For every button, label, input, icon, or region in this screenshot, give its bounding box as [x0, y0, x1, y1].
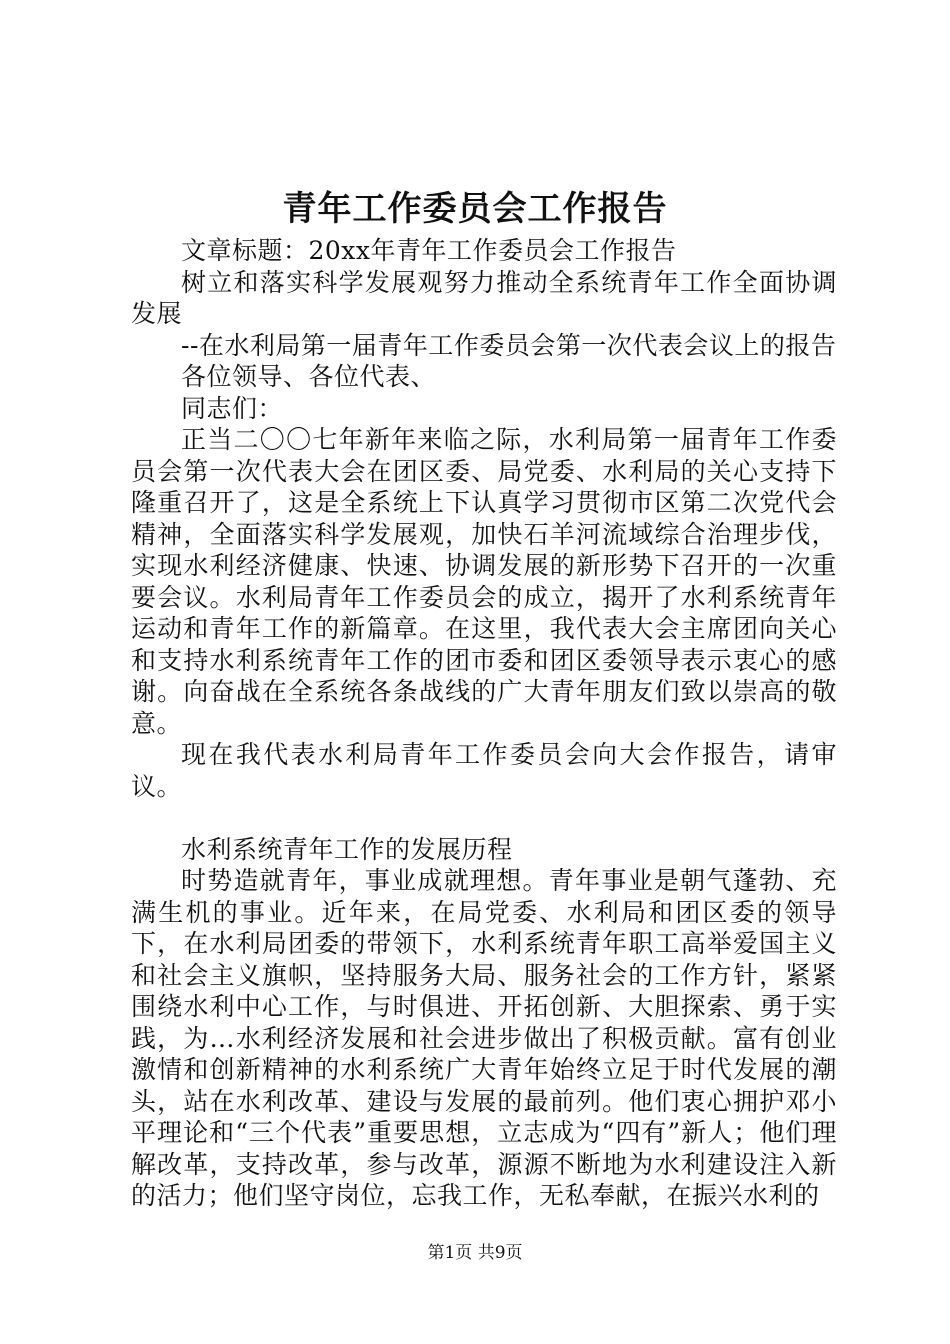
paragraph-report-intro: 现在我代表水利局青年工作委员会向大会作报告，请审议。	[131, 740, 837, 801]
blank-line	[131, 802, 837, 834]
section-heading: 水利系统青年工作的发展历程	[181, 834, 513, 864]
paragraph-salutation: 各位领导、各位代表、	[181, 362, 437, 391]
page-footer: 第1页 共9页	[427, 1243, 523, 1263]
paragraph-opening: 正当二〇〇七年新年来临之际，水利局第一届青年工作委员会第一次代表大会在团区委、局党委、水利局的关心支持下隆重召开了，这是全系统上下认真学习贯彻市区第二次党代会精神，全面落实科学发展观，加快石羊河流域综合治理步伐，实现水利经济健康、快速、协调发展的新形势下召开的一次重要会议。水利局青年工作委员会的成立，揭开了水利系统青年运动和青年工作的新篇章。在这里，我代表大会主席团向关心和支持水利系统青年工作的团市委和团区委领导表示衷心的感谢。向奋战在全系统各条战线的广大青年朋友们致以崇高的敬意。	[131, 425, 837, 738]
paragraph-occasion: --在水利局第一届青年工作委员会第一次代表会议上的报告	[181, 330, 837, 360]
document-title: 青年工作委员会工作报告	[282, 189, 668, 229]
paragraph-subtitle: 树立和落实科学发展观努力推动全系统青年工作全面协调发展	[131, 267, 837, 328]
paragraph-article-title: 文章标题：20xx年青年工作委员会工作报告	[181, 236, 677, 265]
paragraph-salutation-2: 同志们：	[181, 393, 284, 423]
paragraph-history: 时势造就青年，事业成就理想。青年事业是朝气蓬勃、充满生机的事业。近年来，在局党委、水利局和团区委的领导下，在水利局团委的带领下，水利系统青年职工高举爱国主义和社会主义旗帜，坚持服务大局、服务社会的工作方针，紧紧围绕水利中心工作，与时俱进、开拓创新、大胆探索、勇于实践，为…水利经济发展和社会进步做出了积极贡献。富有创业激情和创新精神的水利系统广大青年始终立足于时代发展的潮头，站在水利改革、建设与发展的最前列。他们衷心拥护邓小平理论和“三个代表”重要思想，立志成为“四有”新人；他们理解改革，支持改革，参与改革，源源不断地为水利建设注入新的活力；他们坚守岗位，忘我工作，无私奉献，在振兴水利的	[131, 866, 837, 1210]
document-body	[131, 235, 837, 1212]
